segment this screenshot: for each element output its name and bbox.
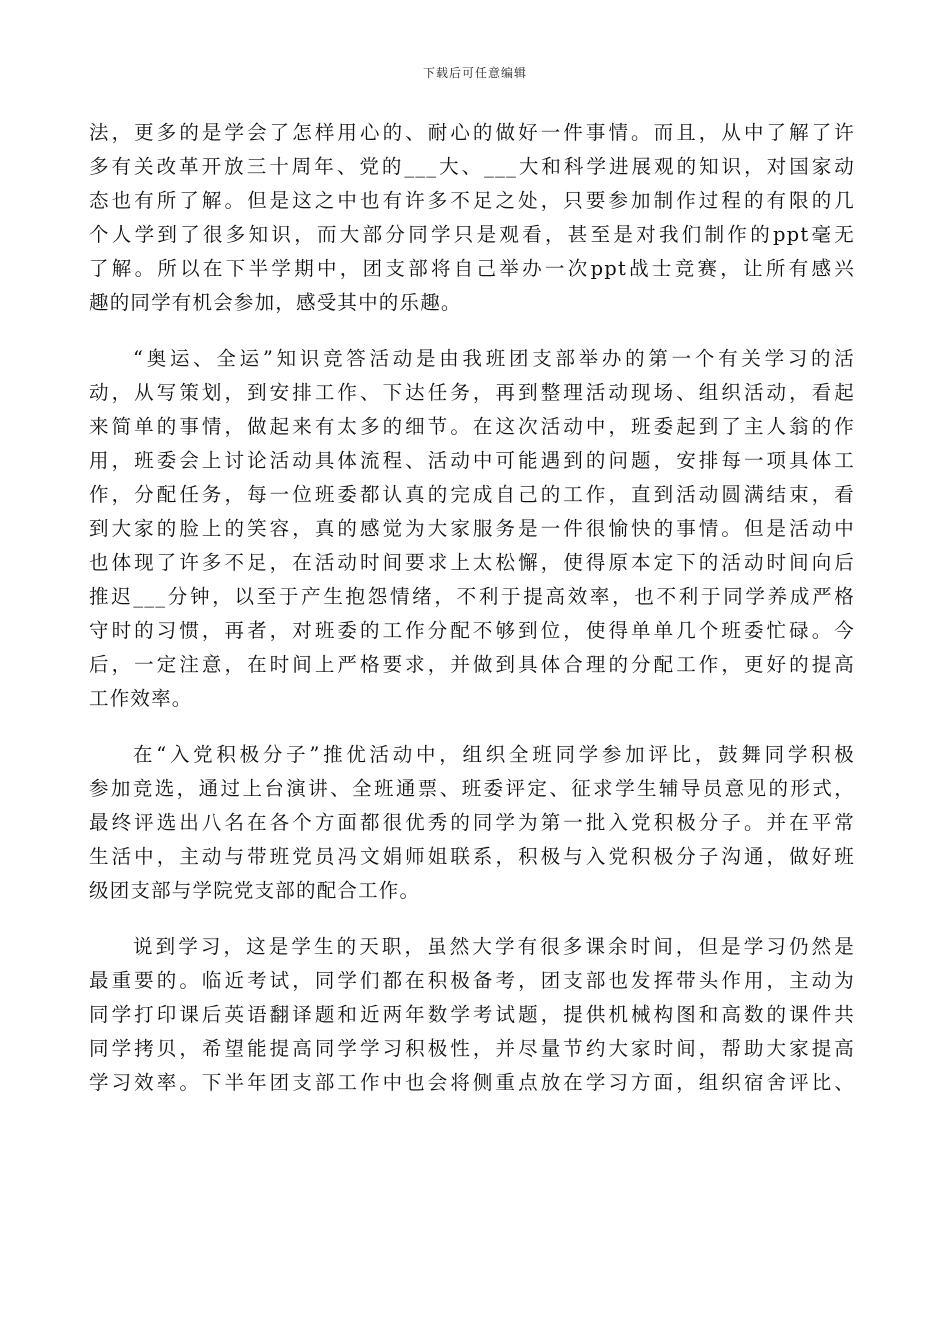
text-line: 工作效率。 <box>89 687 193 710</box>
text-line: 个人学到了很多知识，而大部分同学只是观看，甚至是对我们制作的ppt毫无 <box>89 223 855 246</box>
text-line: 学习效率。下半年团支部工作中也会将侧重点放在学习方面，组织宿舍评比、 <box>89 1071 855 1094</box>
page-header: 下载后可任意编辑 <box>422 66 527 80</box>
paragraph-olympic-quiz <box>89 342 855 716</box>
paragraph-ppt-competition <box>89 116 855 320</box>
text-line: 同学打印课后英语翻译题和近两年数学考试题，提供机械构图和高数的课件共 <box>89 1003 855 1026</box>
text-line: 用，班委会上讨论活动具体流程、活动中可能遇到的问题，安排每一项具体工 <box>89 449 855 472</box>
text-line: 动，从写策划，到安排工作、下达任务，再到整理活动现场、组织活动，看起 <box>89 381 855 404</box>
text-line: 最重要的。临近考试，同学们都在积极备考，团支部也发挥带头作用，主动为 <box>89 969 855 992</box>
text-line: 推迟___分钟，以至于产生抱怨情绪，不利于提高效率，也不利于同学养成严格 <box>89 585 855 608</box>
text-line: 也体现了许多不足，在活动时间要求上太松懈，使得原本定下的活动时间向后 <box>89 551 855 574</box>
text-line: 来简单的事情，做起来有太多的细节。在这次活动中，班委起到了主人翁的作 <box>89 415 855 438</box>
text-line: 最终评选出八名在各个方面都很优秀的同学为第一批入党积极分子。并在平常 <box>89 811 855 834</box>
text-line: 作，分配任务，每一位班委都认真的完成自己的工作，直到活动圆满结束，看 <box>89 483 855 506</box>
text-line: 态也有所了解。但是这之中也有许多不足之处，只要参加制作过程的有限的几 <box>89 189 855 212</box>
text-line: 级团支部与学院党支部的配合工作。 <box>89 879 421 902</box>
paragraph-party-activists <box>89 738 855 908</box>
text-line: “奥运、全运”知识竞答活动是由我班团支部举办的第一个有关学习的活 <box>133 347 855 370</box>
text-line: 后，一定注意，在时间上严格要求，并做到具体合理的分配工作，更好的提高 <box>89 653 855 676</box>
text-line: 到大家的脸上的笑容，真的感觉为大家服务是一件很愉快的事情。但是活动中 <box>89 517 855 540</box>
document-body <box>89 116 855 1100</box>
text-line: 了解。所以在下半学期中，团支部将自己举办一次ppt战士竞赛，让所有感兴 <box>89 257 855 280</box>
text-line: 在“入党积极分子”推优活动中，组织全班同学参加评比，鼓舞同学积极 <box>133 743 855 766</box>
text-line: 多有关改革开放三十周年、党的___大、___大和科学进展观的知识，对国家动 <box>89 155 855 178</box>
text-line: 说到学习，这是学生的天职，虽然大学有很多课余时间，但是学习仍然是 <box>133 935 855 958</box>
paragraph-study <box>89 930 855 1100</box>
text-line: 趣的同学有机会参加，感受其中的乐趣。 <box>89 291 462 314</box>
text-line: 同学拷贝，希望能提高同学学习积极性，并尽量节约大家时间，帮助大家提高 <box>89 1037 855 1060</box>
text-line: 法，更多的是学会了怎样用心的、耐心的做好一件事情。而且，从中了解了许 <box>89 121 855 144</box>
text-line: 生活中，主动与带班党员冯文娟师姐联系，积极与入党积极分子沟通，做好班 <box>89 845 855 868</box>
text-line: 参加竞选，通过上台演讲、全班通票、班委评定、征求学生辅导员意见的形式， <box>89 777 855 800</box>
text-line: 守时的习惯，再者，对班委的工作分配不够到位，使得单单几个班委忙碌。今 <box>89 619 855 642</box>
